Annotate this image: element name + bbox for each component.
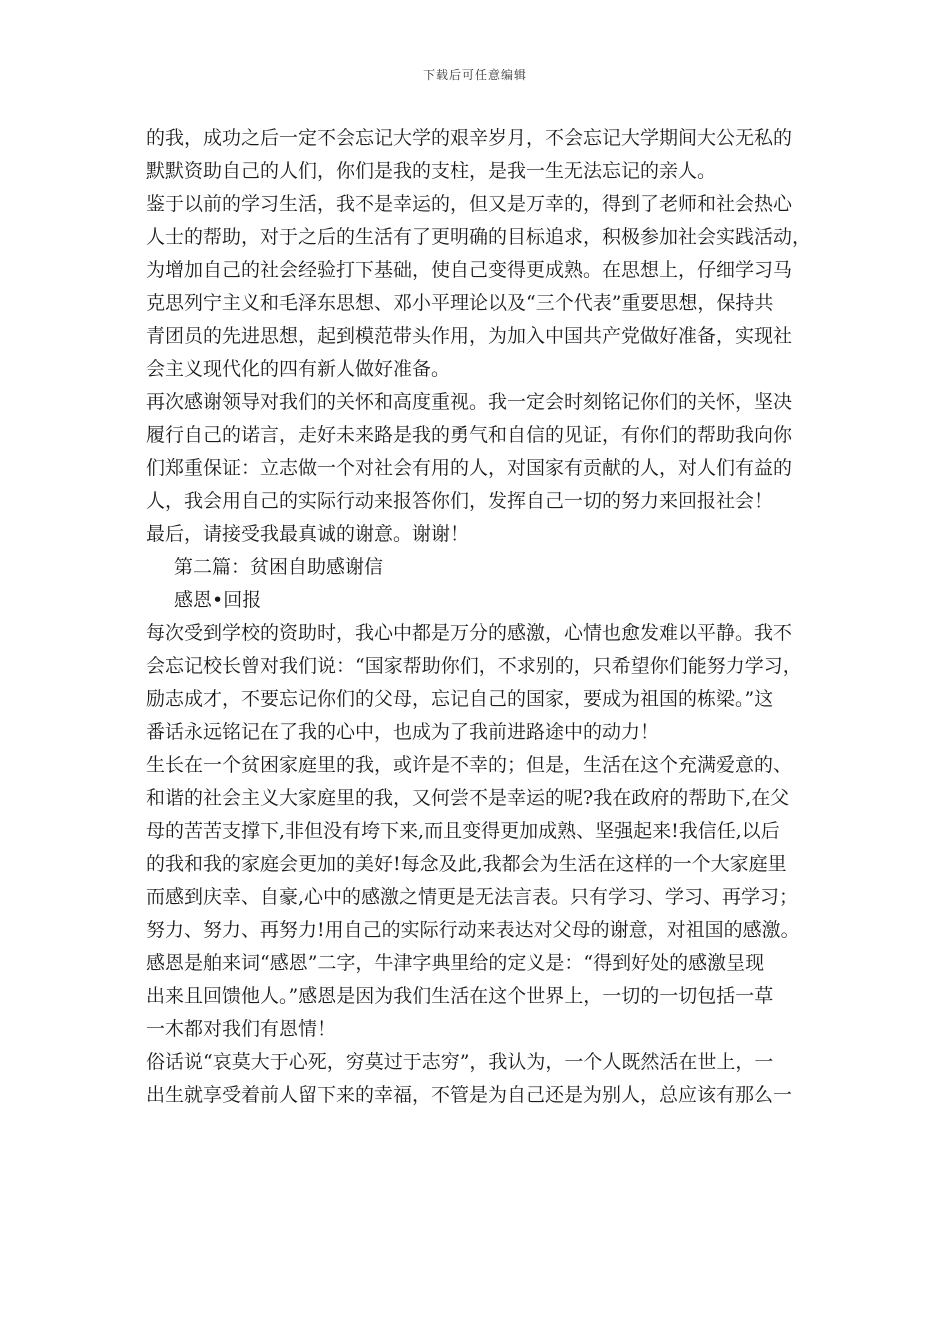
text-line: 履行自己的诺言，走好未来路是我的勇气和自信的见证，有你们的帮助我向你 <box>146 424 793 446</box>
text-line: 感恩是舶来词“感恩”二字，牛津字典里给的定义是：“得到好处的感激呈现 <box>146 952 765 974</box>
text-line: 出来且回馈他人。”感恩是因为我们生活在这个世界上，一切的一切包括一草 <box>146 985 774 1007</box>
text-line: 的我和我的家庭会更加的美好!每念及此,我都会为生活在这样的一个大家庭里 <box>146 853 787 875</box>
text-line: 再次感谢领导对我们的关怀和高度重视。我一定会时刻铭记你们的关怀，坚决 <box>146 391 793 413</box>
text-line: 最后，请接受我最真诚的谢意。谢谢！ <box>146 523 470 545</box>
text-line: 鉴于以前的学习生活，我不是幸运的，但又是万幸的，得到了老师和社会热心 <box>146 193 793 215</box>
text-line: 而感到庆幸、自豪,心中的感激之情更是无法言表。只有学习、学习、再学习； <box>146 886 799 908</box>
text-line: 默默资助自己的人们，你们是我的支柱，是我一生无法忘记的亲人。 <box>146 160 717 182</box>
text-line: 第二篇：贫困自助感谢信 <box>174 556 384 578</box>
text-line: 俗话说“哀莫大于心死，穷莫过于志穷”，我认为，一个人既然活在世上，一 <box>146 1051 774 1073</box>
page-header: 下载后可任意编辑 <box>422 68 527 82</box>
text-line: 每次受到学校的资助时，我心中都是万分的感激，心情也愈发难以平静。我不 <box>146 622 793 644</box>
text-line: 一木都对我们有恩情！ <box>146 1018 337 1040</box>
text-line: 的我，成功之后一定不会忘记大学的艰辛岁月，不会忘记大学期间大公无私的 <box>146 127 793 149</box>
text-line: 青团员的先进思想，起到模范带头作用，为加入中国共产党做好准备，实现社 <box>146 325 793 347</box>
text-line: 们郑重保证：立志做一个对社会有用的人，对国家有贡献的人，对人们有益的 <box>146 457 793 479</box>
text-line: 人士的帮助，对于之后的生活有了更明确的目标追求，积极参加社会实践活动， <box>146 226 812 248</box>
text-line: 为增加自己的社会经验打下基础，使自己变得更成熟。在思想上，仔细学习马 <box>146 259 793 281</box>
text-line: 番话永远铭记在了我的心中，也成为了我前进路途中的动力！ <box>146 721 660 743</box>
text-line: 努力、努力、再努力!用自己的实际行动来表达对父母的谢意，对祖国的感激。 <box>146 919 800 941</box>
text-line: 出生就享受着前人留下来的幸福，不管是为自己还是为别人，总应该有那么一 <box>146 1084 793 1106</box>
text-line: 和谐的社会主义大家庭里的我，又何尝不是幸运的呢?我在政府的帮助下,在父 <box>146 787 790 809</box>
text-line: 克思列宁主义和毛泽东思想、邓小平理论以及“三个代表”重要思想，保持共 <box>146 292 774 314</box>
text-line: 感恩•回报 <box>174 589 262 611</box>
document-body <box>146 122 814 1112</box>
text-line: 母的苦苦支撑下,非但没有垮下来,而且变得更加成熟、坚强起来!我信任,以后 <box>146 820 780 842</box>
text-line: 励志成才，不要忘记你们的父母，忘记自己的国家，要成为祖国的栋梁。”这 <box>146 688 774 710</box>
text-line: 会忘记校长曾对我们说：“国家帮助你们，不求别的，只希望你们能努力学习， <box>146 655 802 677</box>
text-line: 生长在一个贫困家庭里的我，或许是不幸的；但是，生活在这个充满爱意的、 <box>146 754 793 776</box>
text-line: 人，我会用自己的实际行动来报答你们，发挥自己一切的努力来回报社会！ <box>146 490 774 512</box>
text-line: 会主义现代化的四有新人做好准备。 <box>146 358 451 380</box>
